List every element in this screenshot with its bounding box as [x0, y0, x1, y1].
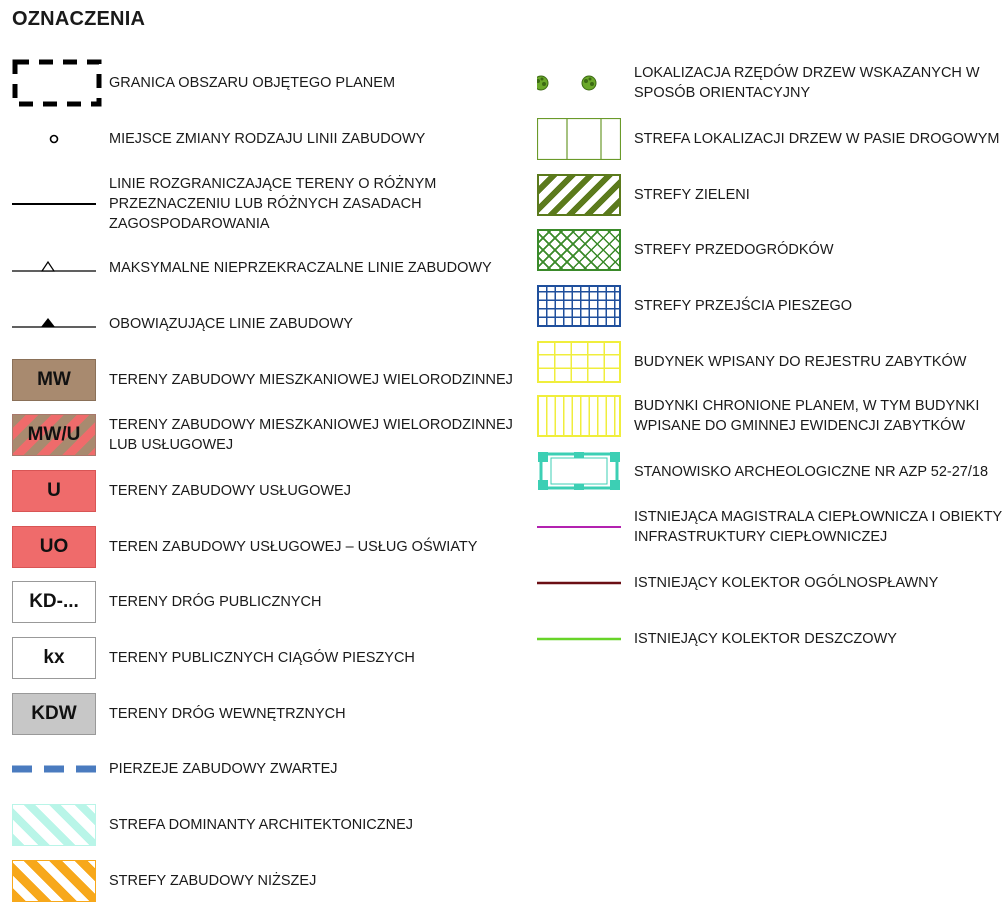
- legend-text: [109, 415, 519, 455]
- legend-label: TERENY PUBLICZNYCH CIĄGÓW PIESZYCH: [109, 650, 415, 666]
- hatch-mint-symbol: [12, 804, 96, 846]
- zone-code: U: [47, 480, 61, 501]
- legend-label-line: ZAGOSPODAROWANIA: [109, 216, 270, 232]
- box-symbol: [12, 637, 96, 679]
- box-symbol: [12, 693, 96, 735]
- archeo-symbol: [537, 451, 621, 493]
- legend-label-line: ISTNIEJĄCA MAGISTRALA CIEPŁOWNICZA I OBIEKTY: [634, 509, 1003, 525]
- legend-title: OZNACZENIA: [12, 8, 146, 30]
- zone-code-box: [12, 359, 96, 401]
- legend-label: STREFY PRZEDOGRÓDKÓW: [634, 242, 834, 258]
- legend-label-line: LINIE ROZGRANICZAJĄCE TERENY O RÓŻNYM: [109, 176, 437, 192]
- zone-code-box: [12, 414, 96, 456]
- legend-label-line: INFRASTRUKTURY CIEPŁOWNICZEJ: [634, 529, 888, 545]
- legend-text: [109, 314, 519, 334]
- legend-text: [109, 481, 519, 501]
- line-darkred-symbol: [537, 573, 627, 593]
- legend-label-line: WPISANE DO GMINNEJ EWIDENCJI ZABYTKÓW: [634, 418, 966, 434]
- legend-label-line: LUB USŁUGOWEJ: [109, 437, 234, 453]
- legend-text: [109, 815, 519, 835]
- legend-label-line: TERENY ZABUDOWY MIESZKANIOWEJ WIELORODZINNEJ: [109, 417, 513, 433]
- legend-label: OBOWIĄZUJĄCE LINIE ZABUDOWY: [109, 316, 354, 332]
- circle-symbol: [12, 129, 102, 149]
- legend-label-line: LOKALIZACJA RZĘDÓW DRZEW WSKAZANYCH W: [634, 65, 980, 81]
- cross-green-symbol: [537, 229, 621, 271]
- grid-blue-symbol: [537, 285, 621, 327]
- legend-text: [634, 507, 1004, 547]
- legend-text: [634, 396, 1004, 436]
- legend-label: TERENY DRÓG PUBLICZNYCH: [109, 594, 322, 610]
- legend-text: [109, 871, 519, 891]
- box-stripe-symbol: [12, 414, 96, 456]
- legend-text: [109, 73, 519, 93]
- boundary-dashed-symbol: [12, 59, 102, 107]
- box-symbol: [12, 581, 96, 623]
- legend-label: STANOWISKO ARCHEOLOGICZNE NR AZP 52-27/18: [634, 464, 989, 480]
- box-symbol: [12, 470, 96, 512]
- dash-blue-symbol: [12, 759, 102, 779]
- zone-code: UO: [39, 536, 69, 557]
- road-trees-symbol: [537, 118, 621, 160]
- line-magenta-symbol: [537, 517, 627, 537]
- zone-code: kx: [43, 647, 65, 668]
- grid-yellow-symbol: [537, 341, 621, 383]
- legend-label: MIEJSCE ZMIANY RODZAJU LINII ZABUDOWY: [109, 131, 426, 147]
- hatch-olive-symbol: [537, 174, 621, 216]
- legend-text: [109, 174, 519, 234]
- trees-symbol: [537, 72, 627, 94]
- legend-text: [634, 185, 1004, 205]
- zone-code-box: [12, 526, 96, 568]
- legend-label: ISTNIEJĄCY KOLEKTOR DESZCZOWY: [634, 631, 897, 647]
- vlines-yellow-symbol: [537, 395, 621, 437]
- legend-label: TERENY ZABUDOWY MIESZKANIOWEJ WIELORODZINNEJ: [109, 372, 513, 388]
- zone-code: KD-...: [29, 591, 79, 612]
- legend-label: GRANICA OBSZARU OBJĘTEGO PLANEM: [109, 75, 396, 91]
- legend-text: [109, 258, 519, 278]
- legend-text: [634, 629, 1004, 649]
- legend-label: STREFA DOMINANTY ARCHITEKTONICZNEJ: [109, 817, 414, 833]
- legend-label: ISTNIEJĄCY KOLEKTOR OGÓLNOSPŁAWNY: [634, 575, 939, 591]
- legend-label-line: BUDYNKI CHRONIONE PLANEM, W TYM BUDYNKI: [634, 398, 980, 414]
- legend-label: STREFY ZABUDOWY NIŻSZEJ: [109, 873, 317, 889]
- legend-label: BUDYNEK WPISANY DO REJESTRU ZABYTKÓW: [634, 354, 967, 370]
- legend-text: [634, 462, 1004, 482]
- legend-label: TEREN ZABUDOWY USŁUGOWEJ – USŁUG OŚWIATY: [109, 539, 478, 555]
- legend-label: STREFY PRZEJŚCIA PIESZEGO: [634, 298, 853, 314]
- legend-label: MAKSYMALNE NIEPRZEKRACZALNE LINIE ZABUDOWY: [109, 260, 492, 276]
- legend-label-line: SPOSÓB ORIENTACYJNY: [634, 85, 811, 101]
- legend-text: [109, 129, 519, 149]
- legend-label: STREFA LOKALIZACJI DRZEW W PASIE DROGOWYM: [634, 131, 1000, 147]
- zone-code-box: [12, 693, 96, 735]
- zone-code: KDW: [31, 703, 77, 724]
- legend-label-line: PRZEZNACZENIU LUB RÓŻNYCH ZASADACH: [109, 196, 422, 212]
- legend-text: [634, 296, 1004, 316]
- line-triangle-filled-symbol: [12, 314, 102, 334]
- legend-text: [109, 537, 519, 557]
- legend-text: [634, 63, 1004, 103]
- legend-text: [109, 759, 519, 779]
- legend-text: [109, 370, 519, 390]
- legend-label: PIERZEJE ZABUDOWY ZWARTEJ: [109, 761, 338, 777]
- hatch-orange-symbol: [12, 860, 96, 902]
- zone-code: MW: [37, 369, 71, 390]
- line-triangle-open-symbol: [12, 258, 102, 278]
- legend-text: [109, 592, 519, 612]
- box-symbol: [12, 526, 96, 568]
- zone-code: MW/U: [27, 424, 81, 445]
- box-symbol: [12, 359, 96, 401]
- legend-text: [634, 129, 1004, 149]
- line-green-symbol: [537, 629, 627, 649]
- legend-text: [634, 573, 1004, 593]
- zone-code-box: [12, 581, 96, 623]
- zone-code-box: [12, 637, 96, 679]
- legend-text: [634, 240, 1004, 260]
- legend-text: [109, 648, 519, 668]
- line-symbol: [12, 194, 102, 214]
- legend-label: TERENY ZABUDOWY USŁUGOWEJ: [109, 483, 351, 499]
- legend-text: [634, 352, 1004, 372]
- legend-label: TERENY DRÓG WEWNĘTRZNYCH: [109, 706, 346, 722]
- zone-code-box: [12, 470, 96, 512]
- legend-label: STREFY ZIELENI: [634, 187, 750, 203]
- legend-text: [109, 704, 519, 724]
